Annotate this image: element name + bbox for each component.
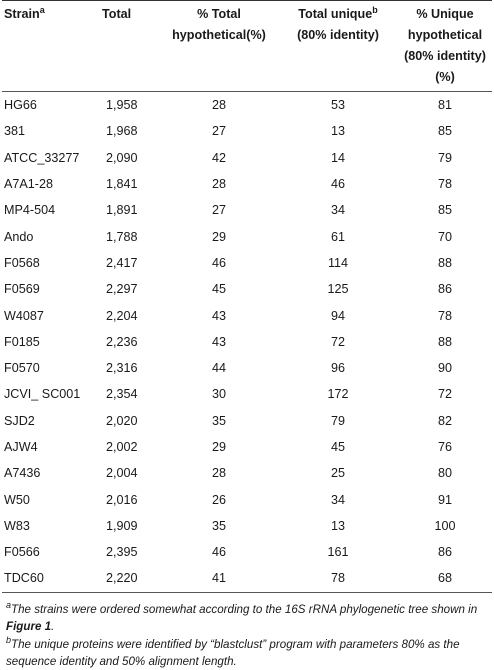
cell-strain: W83 <box>4 518 30 533</box>
cell-pct-total-hypothetical: 35 <box>211 518 226 533</box>
cell-pct-total-hypothetical: 30 <box>211 387 226 402</box>
cell-pct-unique-hypothetical: 100 <box>434 518 456 533</box>
cell-strain: F0568 <box>4 255 40 270</box>
cell-total: 2,020 <box>106 413 138 428</box>
header-strain-footnote-marker: a <box>39 4 45 15</box>
cell-pct-total-hypothetical: 29 <box>211 440 226 454</box>
cell-pct-total-hypothetical: 28 <box>211 98 226 113</box>
cell-pct-total-hypothetical: 29 <box>211 229 226 244</box>
cell-pct-unique-hypothetical: 86 <box>437 545 452 560</box>
cell-total: 1,841 <box>106 177 138 192</box>
cell-pct-total-hypothetical: 46 <box>211 545 226 560</box>
cell-total: 2,220 <box>100 565 160 592</box>
cell-pct-total-hypothetical: 46 <box>211 255 226 270</box>
cell-total: 1,788 <box>106 229 138 244</box>
cell-total-unique: 79 <box>330 413 345 428</box>
cell-strain: AJW4 <box>4 440 38 454</box>
cell-pct-unique-hypothetical: 72 <box>437 387 452 402</box>
table-row <box>2 197 492 223</box>
table-row <box>2 486 492 512</box>
table-row <box>2 539 492 565</box>
cell-pct-unique-hypothetical: 88 <box>437 255 452 270</box>
table-row <box>2 145 492 171</box>
table-row <box>2 408 492 434</box>
cell-strain: SJD2 <box>4 413 35 428</box>
table-row <box>2 118 492 144</box>
cell-pct-total-hypothetical: 28 <box>211 177 226 192</box>
footnote-a <box>6 601 490 635</box>
cell-pct-total-hypothetical: 45 <box>211 282 226 297</box>
table-row <box>2 565 492 592</box>
cell-strain: W50 <box>4 492 30 507</box>
table-row <box>2 250 492 276</box>
cell-strain: HG66 <box>4 98 37 113</box>
cell-total-unique: 61 <box>330 229 345 244</box>
strain-table <box>2 0 492 593</box>
cell-pct-unique-hypothetical: 90 <box>437 361 452 376</box>
footnote-b-text: The unique proteins were identified by “blastclust” program with parameters 80% as the sequence identity and 50% alignment length. <box>6 637 460 668</box>
table-row <box>2 460 492 486</box>
header-total-label: Total <box>102 7 132 21</box>
cell-total-unique: 45 <box>330 440 345 454</box>
cell-total: 2,316 <box>106 361 138 376</box>
cell-strain: 381 <box>4 124 26 139</box>
footnote-a-marker: a <box>6 599 12 610</box>
cell-strain: F0566 <box>4 545 40 560</box>
cell-strain: A7A1-28 <box>4 177 54 192</box>
header-pct-unique-hypothetical <box>398 1 492 92</box>
cell-strain: W4087 <box>4 308 44 323</box>
cell-total-unique: 53 <box>330 98 345 113</box>
cell-total: 1,968 <box>106 124 138 139</box>
footnote-b-marker: b <box>6 634 12 645</box>
cell-total-unique: 46 <box>330 177 345 192</box>
cell-total-unique: 172 <box>327 387 349 402</box>
header-pct-total-hyp-line2: hypothetical(%) <box>172 28 266 42</box>
header-total-unique <box>278 1 398 92</box>
cell-pct-unique-hypothetical: 78 <box>437 308 452 323</box>
cell-total-unique: 13 <box>330 518 345 533</box>
cell-pct-unique-hypothetical: 88 <box>437 334 452 349</box>
cell-total-unique: 13 <box>330 124 345 139</box>
cell-total: 2,297 <box>106 282 138 297</box>
cell-pct-unique-hypothetical: 91 <box>437 492 452 507</box>
header-total-unique-footnote-marker: b <box>372 4 378 15</box>
cell-total: 2,002 <box>106 440 138 454</box>
header-total-unique-line2: (80% identity) <box>297 28 379 42</box>
cell-total: 2,395 <box>106 545 138 560</box>
cell-strain: Ando <box>4 229 34 244</box>
cell-total-unique: 94 <box>330 308 345 323</box>
table-row <box>2 223 492 249</box>
table-row <box>2 329 492 355</box>
cell-strain: F0570 <box>4 361 40 376</box>
table-row <box>2 381 492 407</box>
cell-total: 2,354 <box>106 387 138 402</box>
cell-total-unique: 25 <box>330 466 345 481</box>
cell-strain: ATCC_33277 <box>4 150 80 165</box>
cell-total-unique: 34 <box>330 203 345 218</box>
footnote-a-end: . <box>51 619 55 633</box>
cell-total: 2,417 <box>106 255 138 270</box>
cell-pct-total-hypothetical: 44 <box>211 361 226 376</box>
cell-pct-total-hypothetical: 28 <box>211 466 226 481</box>
cell-total: 2,090 <box>106 150 138 165</box>
cell-total-unique: 34 <box>330 492 345 507</box>
cell-total: 2,236 <box>106 334 138 349</box>
header-total <box>100 1 160 92</box>
cell-pct-total-hypothetical: 27 <box>211 124 226 139</box>
cell-pct-total-hypothetical: 41 <box>160 565 278 592</box>
cell-total-unique: 96 <box>330 361 345 376</box>
footnotes <box>2 593 492 670</box>
cell-total-unique: 14 <box>330 150 345 165</box>
table-row <box>2 92 492 119</box>
header-pct-unique-hyp-line1: % Unique <box>416 7 474 21</box>
cell-total-unique: 78 <box>278 565 398 592</box>
header-pct-total-hypothetical <box>160 1 278 92</box>
header-pct-unique-hyp-line2: hypothetical <box>407 28 483 42</box>
footnote-a-text: The strains were ordered somewhat according to the 16S rRNA phylogenetic tree shown in <box>11 602 478 616</box>
cell-pct-total-hypothetical: 26 <box>211 492 226 507</box>
header-pct-unique-hyp-line3: (80% identity)(%) <box>404 49 486 84</box>
cell-total: 1,958 <box>106 98 138 113</box>
cell-strain: JCVI_ SC001 <box>4 387 81 402</box>
cell-total: 1,909 <box>106 518 138 533</box>
footnote-a-figure-ref: Figure 1 <box>6 619 52 633</box>
cell-strain: F0569 <box>4 282 40 297</box>
header-strain-label: Strain <box>4 7 40 21</box>
cell-pct-unique-hypothetical: 68 <box>398 565 492 592</box>
cell-pct-unique-hypothetical: 85 <box>437 203 452 218</box>
cell-strain: A7436 <box>4 466 41 481</box>
cell-pct-unique-hypothetical: 79 <box>437 150 452 165</box>
cell-pct-total-hypothetical: 42 <box>211 150 226 165</box>
cell-strain: TDC60 <box>2 565 100 592</box>
table-row <box>2 434 492 460</box>
cell-strain: F0185 <box>4 334 40 349</box>
cell-total: 2,204 <box>106 308 138 323</box>
table-row <box>2 276 492 302</box>
cell-strain: MP4-504 <box>4 203 56 218</box>
cell-total-unique: 114 <box>327 255 349 270</box>
cell-pct-total-hypothetical: 27 <box>211 203 226 218</box>
cell-total-unique: 72 <box>330 334 345 349</box>
header-strain <box>2 1 100 92</box>
cell-total: 2,004 <box>106 466 138 481</box>
cell-pct-unique-hypothetical: 78 <box>437 177 452 192</box>
cell-pct-total-hypothetical: 43 <box>211 334 226 349</box>
table-row <box>2 171 492 197</box>
table-header <box>2 1 492 92</box>
header-total-unique-line1: Total unique <box>298 7 373 21</box>
cell-pct-unique-hypothetical: 80 <box>437 466 452 481</box>
cell-total: 1,891 <box>106 203 138 218</box>
cell-pct-unique-hypothetical: 86 <box>437 282 452 297</box>
cell-total-unique: 161 <box>327 545 349 560</box>
cell-pct-unique-hypothetical: 76 <box>437 440 452 454</box>
cell-total-unique: 125 <box>327 282 349 297</box>
cell-pct-total-hypothetical: 43 <box>211 308 226 323</box>
cell-total: 2,016 <box>106 492 138 507</box>
cell-pct-unique-hypothetical: 81 <box>437 98 452 113</box>
header-pct-total-hyp-line1: % Total <box>197 7 241 21</box>
table-row <box>2 302 492 328</box>
cell-pct-unique-hypothetical: 82 <box>437 413 452 428</box>
table-body <box>2 92 492 593</box>
table-row <box>2 355 492 381</box>
footnote-b <box>6 636 490 670</box>
cell-pct-unique-hypothetical: 85 <box>437 124 452 139</box>
table-row <box>2 513 492 539</box>
cell-pct-total-hypothetical: 35 <box>211 413 226 428</box>
header-row <box>2 1 492 92</box>
cell-pct-unique-hypothetical: 70 <box>437 229 452 244</box>
